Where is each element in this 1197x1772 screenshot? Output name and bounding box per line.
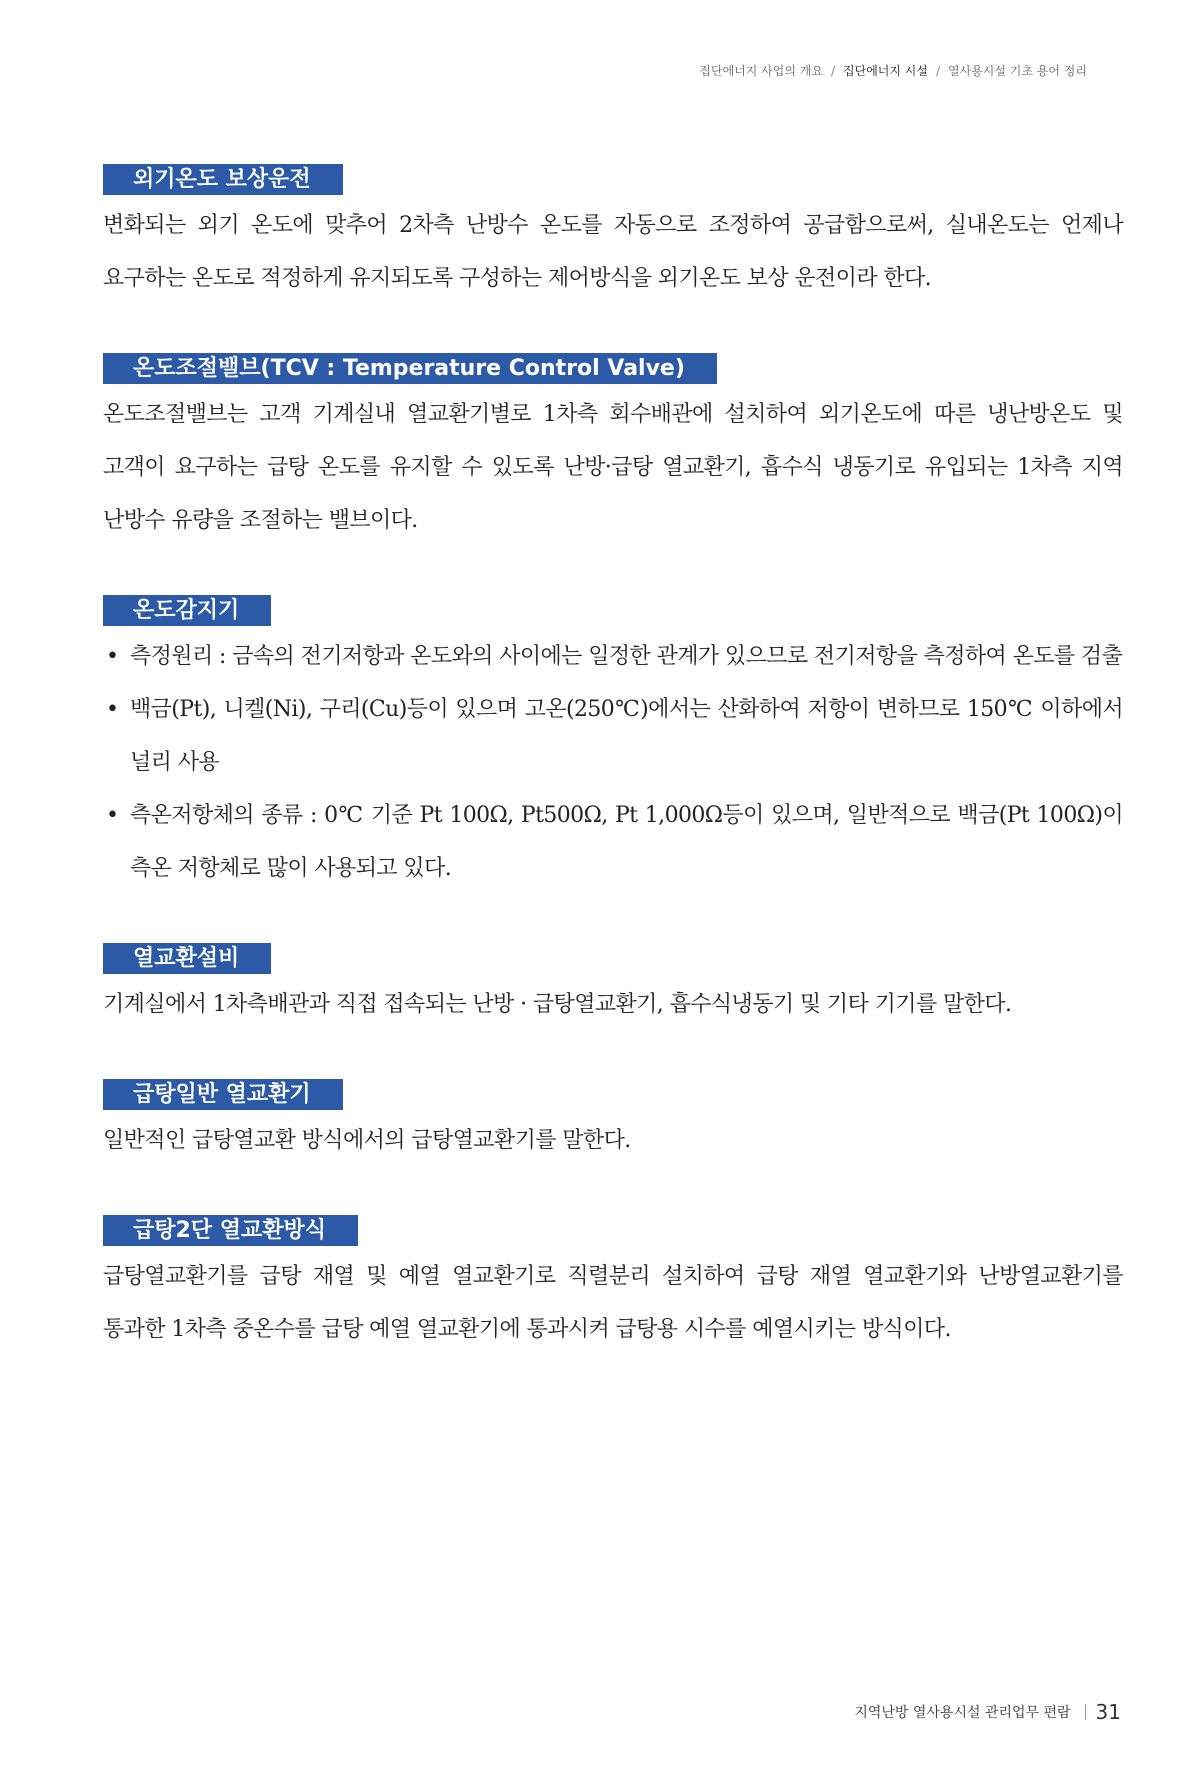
breadcrumb [699,62,1087,79]
section-temperature-sensor [103,595,1123,895]
main-content [103,164,1123,1404]
breadcrumb-separator: / [830,64,836,78]
breadcrumb-item-overview[interactable]: 집단에너지 사업의 개요 [699,64,823,78]
section-text: 기계실에서 1차측배관과 직접 접속되는 난방 · 급탕열교환기, 흡수식냉동기 및 기타 기기를 말한다. [103,992,1012,1017]
section-outdoor-temp-compensation [103,164,1123,305]
bullet-list [103,630,1123,895]
list-item: • 측정원리 : 금속의 전기저항과 온도와의 사이에는 일정한 관계가 있으므로 전기저항을 측정하여 온도를 검출 [103,630,1123,683]
breadcrumb-item-terms[interactable]: 열사용시설 기초 용어 정리 [948,64,1087,78]
list-item: • 측온저항체의 종류 : 0℃ 기준 Pt 100Ω, Pt500Ω, Pt 1,000Ω등이 있으며, 일반적으로 백금(Pt 100Ω)이 측온 저항체로 많이 사용되고 있다. [103,789,1123,895]
breadcrumb-item-facilities[interactable]: 집단에너지 시설 [843,64,928,78]
section-label: 온도감지기 [103,595,271,626]
section-text: 일반적인 급탕열교환 방식에서의 급탕열교환기를 말한다. [103,1128,631,1153]
section-text: 급탕열교환기를 급탕 재열 및 예열 열교환기로 직렬분리 설치하여 급탕 재열 열교환기와 난방열교환기를 통과한 1차측 중온수를 급탕 예열 열교환기에 통과시켜 급탕용 시수를 예열시키는 방식이다. [103,1264,1123,1342]
section-two-stage-hot-water [103,1215,1123,1356]
section-general-hot-water-exchanger [103,1079,1123,1167]
page-number: 31 [1095,1700,1121,1724]
page-footer [854,1700,1121,1724]
section-tcv [103,353,1123,547]
section-label: 온도조절밸브(TCV : Temperature Control Valve) [103,353,717,384]
section-label: 급탕일반 열교환기 [103,1079,343,1110]
breadcrumb-separator: / [935,64,941,78]
section-label: 급탕2단 열교환방식 [103,1215,358,1246]
section-label: 열교환설비 [103,943,271,974]
section-text: 변화되는 외기 온도에 맞추어 2차측 난방수 온도를 자동으로 조정하여 공급함으로써, 실내온도는 언제나 요구하는 온도로 적정하게 유지되도록 구성하는 제어방식을 외기온도 보상 운전이라 한다. [103,213,1123,291]
footer-divider [1085,1704,1086,1720]
section-heat-exchange-equipment [103,943,1123,1031]
footer-title: 지역난방 열사용시설 관리업무 편람 [854,1705,1071,1721]
section-label: 외기온도 보상운전 [103,164,343,195]
list-item: • 백금(Pt), 니켈(Ni), 구리(Cu)등이 있으며 고온(250℃)에서는 산화하여 저항이 변하므로 150℃ 이하에서 널리 사용 [103,683,1123,789]
section-text: 온도조절밸브는 고객 기계실내 열교환기별로 1차측 회수배관에 설치하여 외기온도에 따른 냉난방온도 및 고객이 요구하는 급탕 온도를 유지할 수 있도록 난방·급탕 열교환기, 흡수식 냉동기로 유입되는 1차측 지역 난방수 유량을 조절하는 밸브이다. [103,402,1123,533]
